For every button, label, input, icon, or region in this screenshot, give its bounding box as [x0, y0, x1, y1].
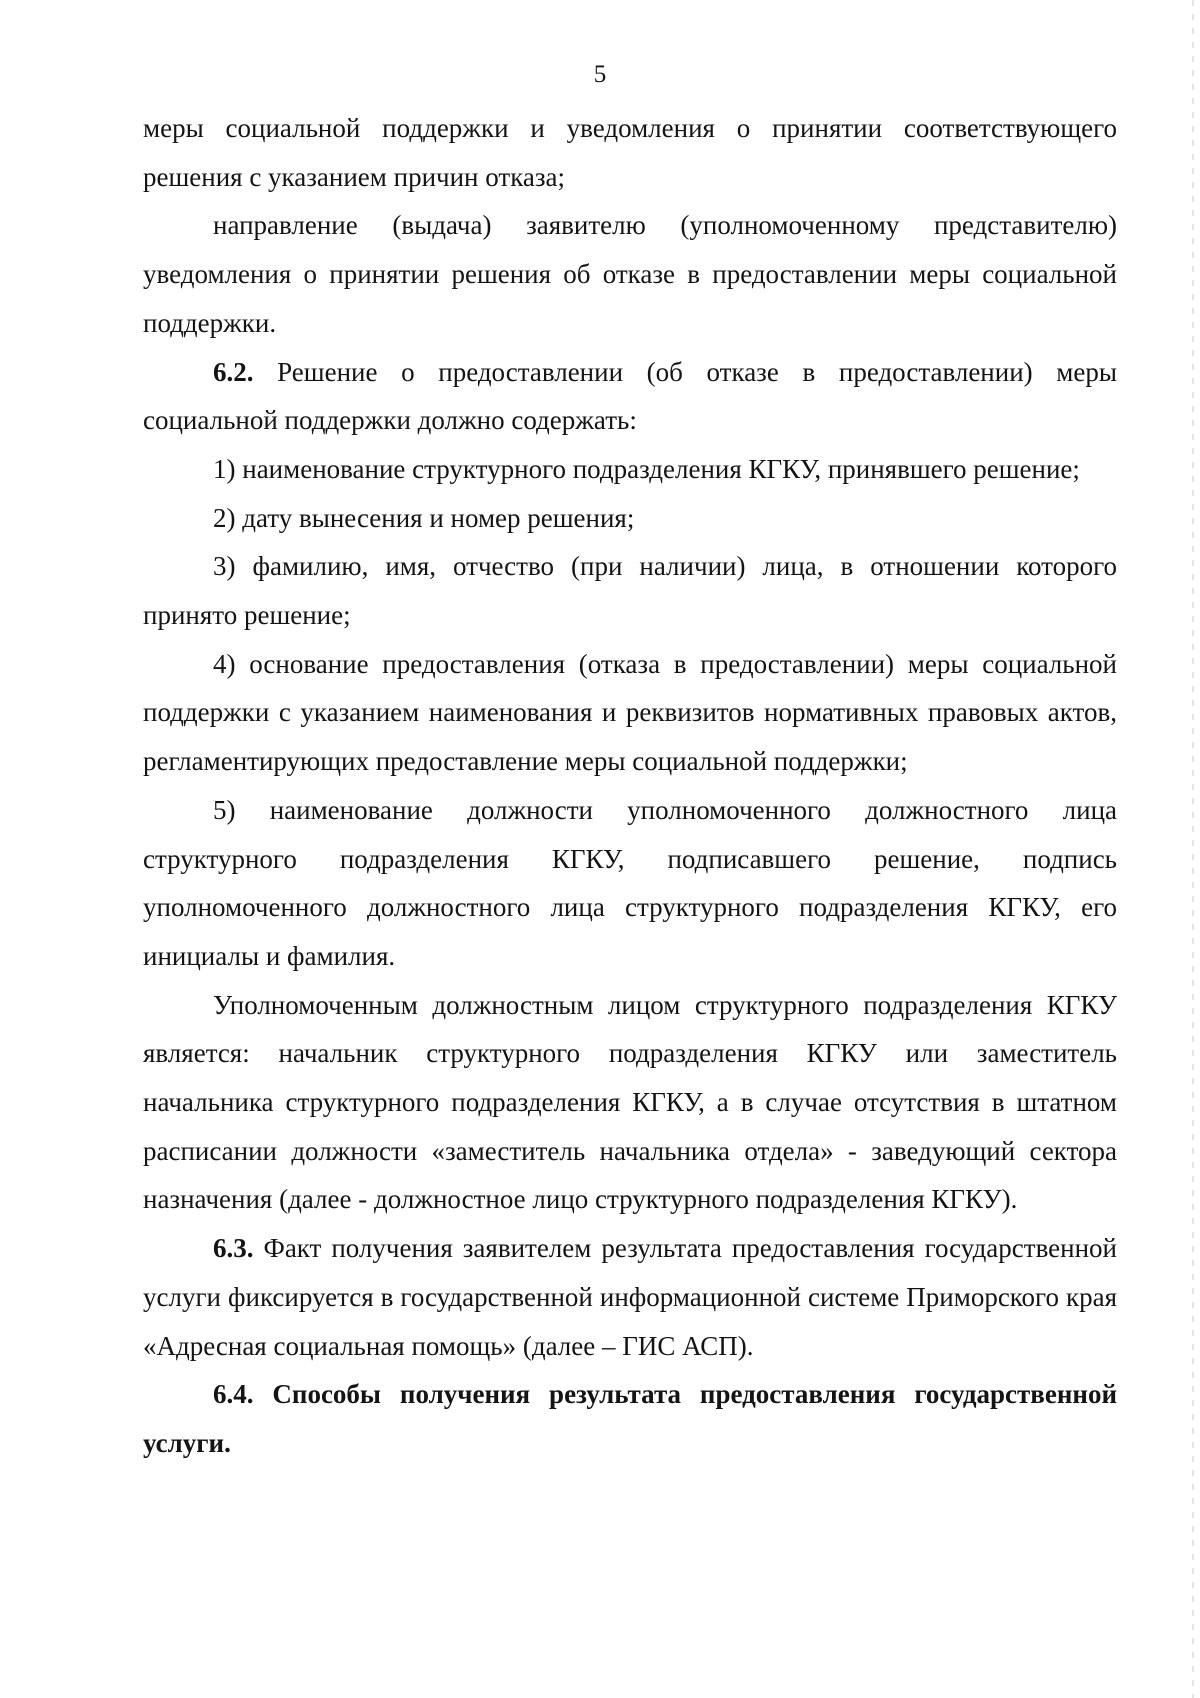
paragraph-6-3: [143, 1224, 1117, 1370]
list-item-1: 1) наименование структурного подразделения КГКУ, принявшего решение;: [213, 453, 1080, 484]
section-heading-6-4: 6.4. Способы получения результата предоставления государственной услуги.: [143, 1379, 1117, 1458]
list-item-3: 3) фамилию, имя, отчество (при наличии) лица, в отношении которого принято решение;: [143, 551, 1117, 631]
scan-edge-artifact: [1192, 0, 1194, 1698]
paragraph-authorized-official: Уполномоченным должностным лицом структурного подразделения КГКУ является: начальник структурного подразделения КГКУ или заместитель начальника структурного подразделения КГКУ, а в случае отсутствия в штатном расписании должности «заместитель начальника отдела» - заведующий сектора назначения (далее - должностное лицо структурного подразделения КГКУ).: [143, 989, 1117, 1215]
list-item-4: 4) основание предоставления (отказа в предоставлении) меры социальной поддержки с указанием наименования и реквизитов нормативных правовых актов, регламентирующих предоставление меры социальной поддержки;: [143, 648, 1117, 777]
page-number: 5: [593, 61, 607, 88]
paragraph-refusal-notice: направление (выдача) заявителю (уполномоченному представителю) уведомления о принятии решения об отказе в предоставлении меры социальной поддержки.: [143, 210, 1117, 338]
paragraph-refusal-measures: меры социальной поддержки и уведомления о принятии соответствующего решения с указанием причин отказа;: [143, 113, 1117, 192]
list-item-5: 5) наименование должности уполномоченного должностного лица структурного подразделения КГКУ, подписавшего решение, подпись уполномоченного должностного лица структурного подразделения КГКУ, его инициалы и фамилия.: [143, 794, 1117, 971]
section-number-6-3: 6.3.: [213, 1233, 254, 1264]
paragraph-6-2-text: Решение о предоставлении (об отказе в предоставлении) меры социальной поддержки должно содержать:: [143, 356, 1117, 436]
document-body: [143, 104, 1117, 1468]
paragraph-6-3-text: Факт получения заявителем результата предоставления государственной услуги фиксируется в государственной информационной системе Приморского края «Адресная социальная помощь» (далее – ГИС АСП).: [143, 1233, 1117, 1361]
section-number-6-2: 6.2.: [213, 356, 254, 387]
paragraph-6-2: [143, 348, 1117, 445]
list-item-2: 2) дату вынесения и номер решения;: [213, 502, 635, 533]
